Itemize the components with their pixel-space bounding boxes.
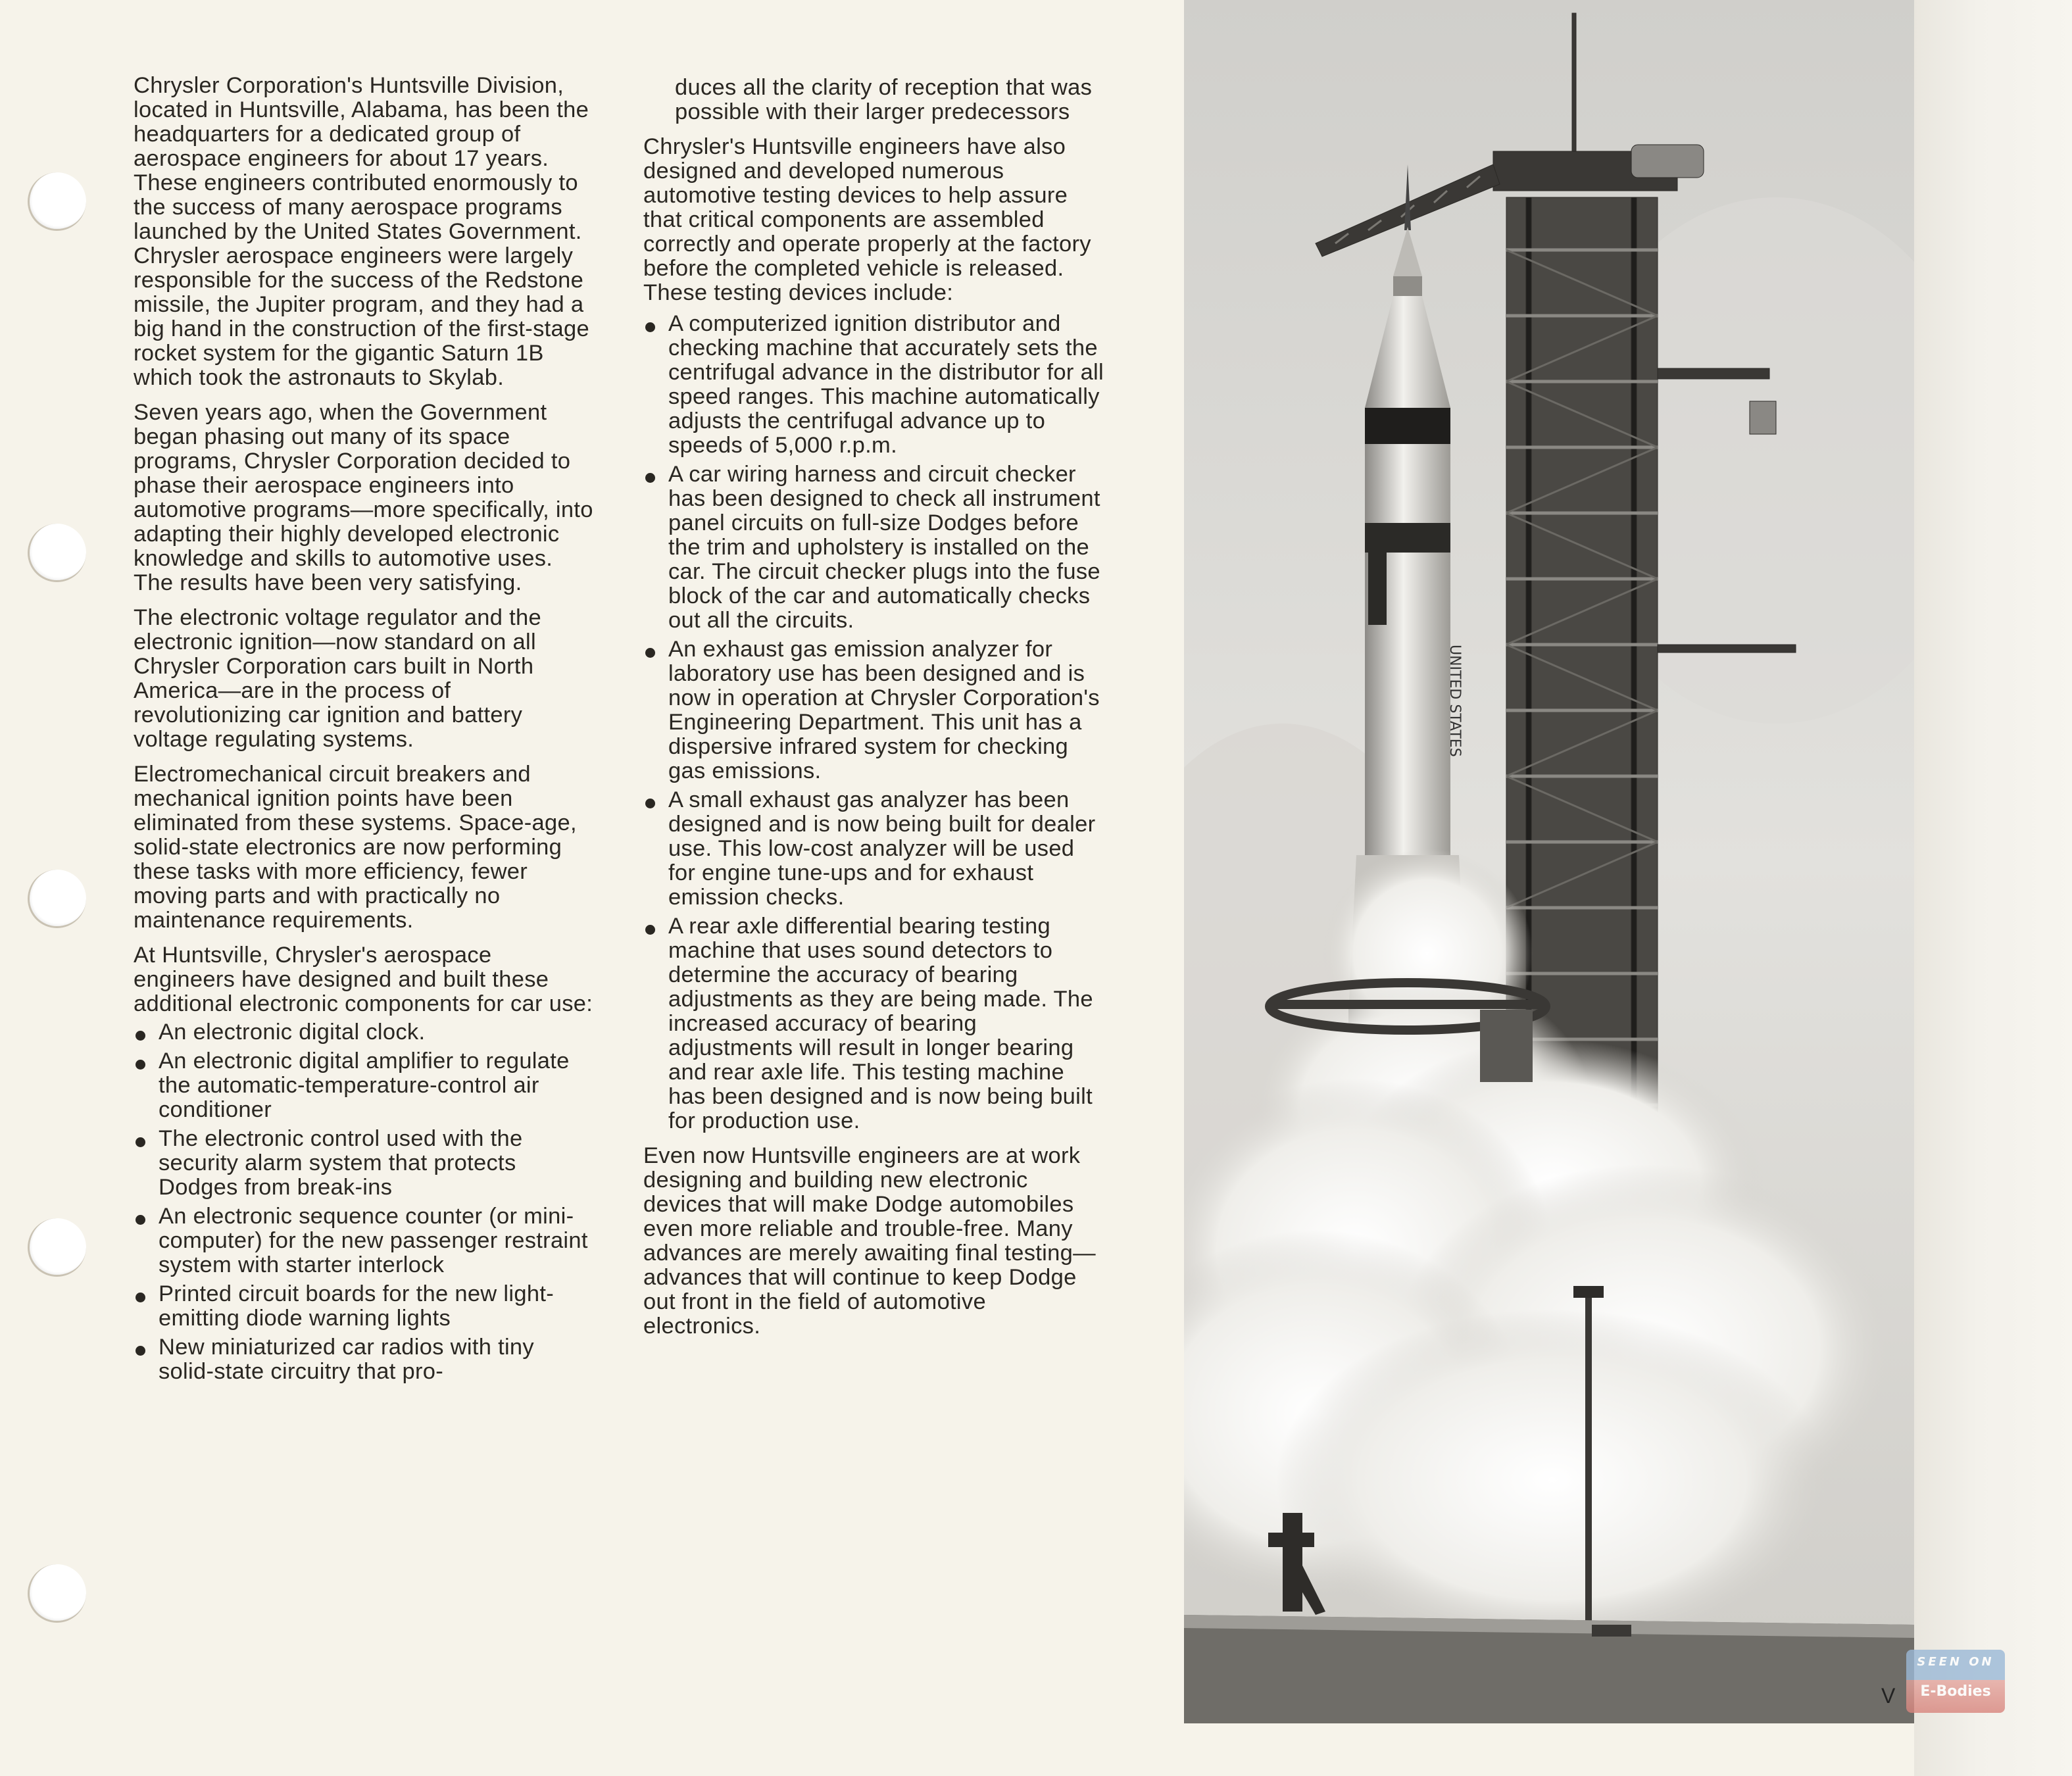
list-item: A rear axle differential bearing testing machine that uses sound detectors to determine the accuracy of bearing adjustments as they are being made. The increased accuracy of bearing adjustments will result in longer bearing and rear axle life. This testing machine has been designed and is now being built for production use. xyxy=(643,914,1104,1133)
component-list xyxy=(134,1020,594,1384)
binder-hole xyxy=(28,870,86,928)
paragraph: Chrysler Corporation's Huntsville Division, located in Huntsville, Alabama, has been the headquarters for a dedicated group of aerospace engineers for about 17 years. These engineers contributed enormously to the success of many aerospace programs launched by the United States Government. Chrysler aerospace engineers were largely responsible for the success of the Redstone missile, the Jupiter program, and they had a big hand in the construction of the first-stage rocket system for the gigantic Saturn 1B which took the astronauts to Skylab. xyxy=(134,73,589,390)
ground xyxy=(1184,1615,1914,1723)
list-item: A small exhaust gas analyzer has been designed and is now being built for dealer use. This low-cost analyzer will be used for engine tune-ups and for exhaust emission checks. xyxy=(643,788,1104,910)
paragraph: Seven years ago, when the Government began phasing out many of its space programs, Chrysler Corporation decided to phase their aerospace engineers into automotive programs—more specifically, into adapting their highly developed electronic knowledge and skills to automotive uses. The results have been very satisfying. xyxy=(134,400,593,595)
list-item: New miniaturized car radios with tiny solid-state circuitry that pro- xyxy=(134,1335,594,1384)
list-item: Printed circuit boards for the new light-emitting diode warning lights xyxy=(134,1282,594,1331)
list-item: An electronic digital amplifier to regulate the automatic-temperature-control air conditioner xyxy=(134,1049,594,1122)
binder-hole xyxy=(28,1564,86,1623)
binder-hole xyxy=(28,1218,86,1277)
watermark-logo xyxy=(1906,1650,2005,1713)
list-item: The electronic control used with the security alarm system that protects Dodges from break-ins xyxy=(134,1127,594,1200)
testing-devices-list xyxy=(643,312,1104,1133)
list-item: A computerized ignition distributor and checking machine that accurately sets the centrifugal advance in the distributor for all speed ranges. This machine automatically adjusts the centrifugal advance up to speeds of 5,000 r.p.m. xyxy=(643,312,1104,458)
list-item: An electronic sequence counter (or mini-computer) for the new passenger restraint system with starter interlock xyxy=(134,1204,594,1277)
rocket-launch-photo xyxy=(1184,0,1914,1723)
watermark-text: E-Bodies xyxy=(1920,1683,1991,1700)
text-column-right xyxy=(643,76,1104,1349)
paragraph: Electromechanical circuit breakers and mechanical ignition points have been eliminated from these systems. Space-age, solid-state electronics are now performing these tasks with more efficiency, fewer moving parts and with practically no maintenance requirements. xyxy=(134,762,577,933)
text-column-left xyxy=(134,74,594,1394)
watermark-text: SEEN ON xyxy=(1917,1655,1994,1669)
paragraph: Even now Huntsville engineers are at work designing and building new electronic devices that will make Dodge automobiles even more reliable and trouble-free. Many advances are merely awaiting final testing—advances that will continue to keep Dodge out front in the field of automotive electronics. xyxy=(643,1143,1096,1339)
rocket-lettering: UNITED STATES xyxy=(1446,645,1463,757)
binder-hole xyxy=(28,524,86,582)
list-item: A car wiring harness and circuit checker has been designed to check all instrument panel circuits on full-size Dodges before the trim and upholstery is installed on the car. The circuit checker plugs into the fuse block of the car and automatically checks out all the circuits. xyxy=(643,462,1104,633)
list-item: An exhaust gas emission analyzer for laboratory use has been designed and is now in operation at Chrysler Corporation's Engineering Department. This unit has a dispersive infrared system for checking gas emissions. xyxy=(643,637,1104,783)
binder-hole xyxy=(28,172,86,231)
page-mark: V xyxy=(1881,1684,1896,1708)
paragraph: At Huntsville, Chrysler's aerospace engineers have designed and built these additional electronic components for car use: xyxy=(134,943,593,1016)
paragraph: The electronic voltage regulator and the electronic ignition—now standard on all Chrysler Corporation cars built in North America—are in the process of revolutionizing car ignition and battery voltage regulating systems. xyxy=(134,605,541,752)
paragraph: Chrysler's Huntsville engineers have also designed and developed numerous automotive testing devices to help assure that critical components are assembled correctly and operate properly at the factory before the completed vehicle is released. These testing devices include: xyxy=(643,134,1091,305)
paragraph: duces all the clarity of reception that was possible with their larger predecessors xyxy=(675,75,1093,124)
page-edge xyxy=(1914,0,2072,1776)
list-item: An electronic digital clock. xyxy=(134,1020,594,1045)
